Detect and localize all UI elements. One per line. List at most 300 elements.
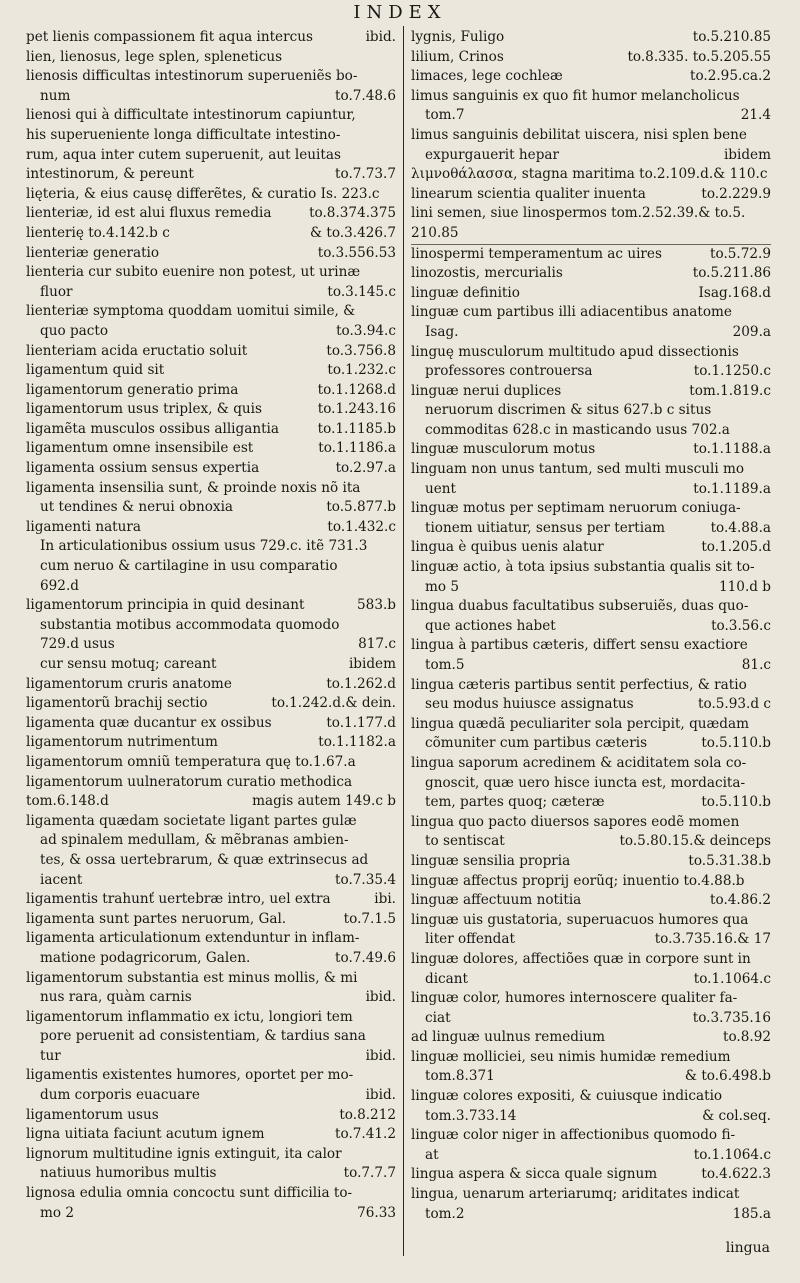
entry-reference: ibidem <box>348 656 396 672</box>
entry-text: cur sensu motuq; careant <box>40 656 217 672</box>
entry-reference: 110.d b <box>719 578 771 595</box>
entry-reference: to.7.1.5 <box>343 910 396 927</box>
index-entry <box>26 67 396 87</box>
index-entry <box>26 106 396 126</box>
index-entry <box>411 578 771 598</box>
index-entry <box>411 1107 771 1127</box>
index-entry <box>26 420 396 440</box>
entry-text: ligamenta quædam societate ligant partes gulæ <box>26 812 357 829</box>
index-entry <box>411 832 771 852</box>
entry-text: lienterię to.4.142.b c <box>26 224 170 241</box>
index-entry <box>26 322 396 342</box>
index-entry <box>26 224 396 244</box>
index-entry <box>411 362 771 382</box>
entry-text: tionem uitiatur, sensus per tertiam <box>425 519 666 536</box>
entry-text: lienosi qui à difficultate intestinorum capiuntur, <box>26 107 356 124</box>
index-entry <box>411 715 771 735</box>
entry-text: tur <box>40 1047 61 1064</box>
entry-reference: 185.a <box>732 1205 771 1222</box>
index-entry <box>26 1106 396 1126</box>
index-entry <box>411 617 771 637</box>
entry-text: tem, partes quoq; cæteræ <box>425 794 605 811</box>
entry-reference: to.5.211.86 <box>692 265 771 282</box>
index-entry <box>411 1028 771 1048</box>
entry-reference: to.5.877.b <box>326 499 396 516</box>
entry-text: uent <box>425 480 457 497</box>
entry-reference: to.3.756.8 <box>326 342 396 359</box>
entry-text: lingua cæteris partibus sentit perfectius, & ratio <box>411 676 747 693</box>
entry-reference: to.8.92 <box>723 1029 771 1046</box>
entry-reference: to.5.80.15.& deinceps <box>619 833 771 850</box>
index-entry <box>411 67 771 87</box>
entry-text: ligamentorum principia in quid desinant <box>26 597 305 614</box>
index-entry <box>26 283 396 303</box>
entry-text: lygnis, Fuligo <box>411 29 505 45</box>
entry-text: linguæ cum partibus illi adiacentibus anatome <box>411 304 732 321</box>
entry-reference: to.3.56.c <box>711 617 771 634</box>
index-entry <box>411 676 771 696</box>
entry-text: dum corporis euacuare <box>40 1087 200 1104</box>
entry-text: tom.2 <box>425 1205 465 1222</box>
index-entry <box>26 146 396 166</box>
left-column <box>26 28 396 1223</box>
entry-text: lingua à partibus cæteris, differt sensu exactiore <box>411 637 748 654</box>
entry-reference: to.1.1189.a <box>693 480 771 497</box>
index-entry <box>26 1184 396 1204</box>
entry-text: tom.7 <box>425 107 465 124</box>
index-entry <box>26 851 396 871</box>
index-entry <box>411 872 771 892</box>
entry-text: linguæ definitio <box>411 284 520 301</box>
entry-text: linguæ molliciei, seu nimis humidæ remedium <box>411 1048 731 1065</box>
index-entry <box>411 852 771 872</box>
index-entry <box>26 400 396 420</box>
entry-reference: to.5.72.9 <box>710 245 771 262</box>
index-entry <box>411 126 771 146</box>
index-entry <box>411 165 771 185</box>
index-entry <box>411 1087 771 1107</box>
entry-text: limus sanguinis ex quo fit humor melancholicus <box>411 87 740 104</box>
entry-text: gnoscit, quæ uero hisce iuncta est, mordacita- <box>425 774 746 791</box>
entry-text: seu modus huiusce assignatus <box>425 696 634 713</box>
entry-text: linguæ colores expositi, & cuiusque indicatio <box>411 1088 723 1105</box>
entry-reference: to.1.242.d.& dein. <box>271 695 396 712</box>
entry-text: natiuus humoribus multis <box>40 1165 217 1182</box>
index-entry <box>411 284 771 304</box>
entry-reference: ibid. <box>365 1047 396 1064</box>
entry-text: nus rara, quàm carnis <box>40 989 192 1006</box>
entry-text: matione podagricorum, Galen. <box>40 949 251 966</box>
index-entry <box>26 616 396 636</box>
index-entry <box>411 1009 771 1029</box>
entry-reference: to.4.86.2 <box>710 892 771 909</box>
index-entry <box>26 792 396 812</box>
entry-reference: & to.3.426.7 <box>309 224 396 241</box>
entry-text: pore peruenit ad consistentiam, & tardius sana <box>40 1028 366 1045</box>
entry-text: commoditas 628.c in masticando usus 702.a <box>425 421 730 438</box>
entry-reference: to.1.1064.c <box>693 1146 771 1163</box>
entry-text: ligamentorum substantia est minus mollis, & mi <box>26 969 358 986</box>
entry-text: ad spinalem medullam, & mẽbranas ambien- <box>40 832 349 849</box>
index-entry <box>411 499 771 519</box>
entry-text: limus sanguinis debilitat uiscera, nisi splen bene <box>411 126 747 143</box>
index-entry <box>411 1146 771 1166</box>
entry-reference: to.1.1268.d <box>317 381 396 398</box>
index-entry <box>26 185 396 205</box>
entry-text: ligamenti natura <box>26 518 142 535</box>
entry-reference: 81.c <box>741 657 771 673</box>
entry-reference: & col.seq. <box>702 1107 771 1124</box>
entry-reference: to.3.145.c <box>327 283 396 300</box>
index-entry <box>26 753 396 773</box>
entry-reference: to.2.95.ca.2 <box>689 68 771 85</box>
entry-text: ligamenta ossium sensus expertia <box>26 460 260 477</box>
index-entry <box>411 636 771 656</box>
index-entry <box>411 1048 771 1068</box>
entry-reference: to.2.229.9 <box>701 185 771 202</box>
index-entry <box>26 910 396 930</box>
entry-text: tom.8.371 <box>425 1068 495 1085</box>
entry-text: lingua aspera & sicca quale signum <box>411 1166 658 1183</box>
index-entry <box>26 557 396 577</box>
entry-text: 692.d <box>40 577 79 594</box>
entry-text: quo pacto <box>40 322 109 339</box>
entry-reference: 76.33 <box>357 1204 396 1221</box>
entry-text: dicant <box>425 970 468 987</box>
entry-text: ligamentorum cruris anatome <box>26 675 232 692</box>
index-entry <box>411 950 771 970</box>
entry-text: num <box>40 87 71 104</box>
entry-text: linguæ affectus proprij eorũq; inuentio to.4.88.b <box>411 872 745 889</box>
entry-text: ligamentis trahunť uertebræ intro, uel extra <box>26 891 331 908</box>
page-header: INDEX <box>353 2 447 23</box>
entry-text: linguæ affectuum notitia <box>411 892 582 909</box>
index-entry <box>26 988 396 1008</box>
entry-reference: 583.b <box>357 597 396 614</box>
entry-reference: to.7.48.6 <box>335 87 396 104</box>
entry-text: linguæ color, humores internoscere qualiter fa- <box>411 990 738 1007</box>
entry-reference: to.3.735.16 <box>692 1009 771 1026</box>
index-entry <box>411 754 771 774</box>
entry-text: ligamentum omne insensibile est <box>26 440 254 457</box>
entry-reference: ibid. <box>365 989 396 1006</box>
index-entry <box>26 518 396 538</box>
entry-text: ligamentorum nutrimentum <box>26 734 218 751</box>
entry-text: professores controuersa <box>425 363 593 380</box>
entry-text: ligamentum quid sit <box>26 362 165 379</box>
index-entry <box>26 126 396 146</box>
index-entry <box>26 302 396 322</box>
index-entry <box>411 813 771 833</box>
entry-text: ligamenta sunt partes neruorum, Gal. <box>26 910 287 927</box>
entry-text: lingua saporum acredinem & aciditatem sola co- <box>411 754 747 771</box>
entry-text: at <box>425 1146 439 1163</box>
index-entry <box>26 831 396 851</box>
index-entry <box>411 87 771 107</box>
entry-text: linguæ motus per septimam neruorum coniuga- <box>411 500 741 517</box>
entry-reference: to.7.73.7 <box>335 166 396 183</box>
index-entry <box>411 421 771 441</box>
entry-reference: to.7.7.7 <box>343 1165 396 1182</box>
index-entry <box>411 185 771 205</box>
entry-text: iacent <box>40 871 83 888</box>
index-entry <box>26 577 396 597</box>
entry-reference: to.2.97.a <box>335 460 396 477</box>
index-entry <box>411 401 771 421</box>
index-entry <box>411 989 771 1009</box>
entry-reference: to.1.1064.c <box>693 970 771 987</box>
index-entry <box>26 1164 396 1184</box>
index-entry <box>26 361 396 381</box>
entry-text: pet lienis compassionem fit aqua intercus <box>26 29 313 45</box>
entry-text: lingua duabus facultatibus subseruiẽs, duas quo- <box>411 598 749 615</box>
entry-reference: ibi. <box>374 891 396 908</box>
entry-reference: to.1.262.d <box>326 675 396 692</box>
index-entry <box>411 597 771 617</box>
index-entry <box>26 694 396 714</box>
index-entry <box>26 655 396 675</box>
entry-reference: to.1.177.d <box>326 714 396 731</box>
entry-text: ligamentorũ brachij sectio <box>26 695 208 712</box>
index-entry <box>26 342 396 362</box>
entry-reference: ibidem <box>723 146 771 163</box>
entry-text: ciat <box>425 1009 451 1026</box>
entry-reference: to.1.1250.c <box>693 363 771 380</box>
index-entry <box>411 1165 771 1185</box>
entry-text: In articulationibus ossium usus 729.c. itẽ 731.3 <box>40 538 368 555</box>
entry-reference: to.1.1186.a <box>318 440 396 457</box>
entry-reference: to.3.94.c <box>336 322 396 339</box>
index-entry <box>411 303 771 323</box>
entry-text: ligamentorum generatio prima <box>26 381 239 398</box>
column-divider <box>403 26 404 1256</box>
entry-reference: 209.a <box>732 323 771 340</box>
index-entry <box>411 911 771 931</box>
entry-text: linguæ uis gustatoria, superuacuos humores qua <box>411 911 749 928</box>
entry-text: lięteria, & eius causę differẽtes, & curatio Is. 223.c <box>26 185 380 202</box>
index-entry <box>411 930 771 950</box>
entry-text: to sentiscat <box>425 833 505 850</box>
index-entry <box>411 538 771 558</box>
index-entry <box>411 656 771 676</box>
entry-reference: 817.c <box>358 636 396 653</box>
entry-text: lignosa edulia omnia concoctu sunt difficilia to- <box>26 1185 353 1202</box>
index-entry <box>26 1008 396 1028</box>
index-entry <box>411 970 771 990</box>
entry-reference: ibid. <box>365 29 396 45</box>
index-entry <box>26 87 396 107</box>
index-entry <box>411 323 771 343</box>
entry-reference: to.5.110.b <box>701 794 771 811</box>
index-entry <box>26 714 396 734</box>
entry-text: ligamentorum usus triplex, & quis <box>26 401 262 418</box>
index-entry <box>26 929 396 949</box>
entry-reference: to.8.212 <box>339 1106 396 1123</box>
entry-text: lilium, Crinos <box>411 48 504 65</box>
entry-text: ligamenta quæ ducantur ex ossibus <box>26 714 272 731</box>
index-entry <box>26 381 396 401</box>
index-entry <box>26 871 396 891</box>
entry-reference: to.1.1185.b <box>317 420 396 437</box>
index-entry <box>411 382 771 402</box>
index-entry <box>26 890 396 910</box>
index-entry <box>26 635 396 655</box>
index-entry <box>26 1047 396 1067</box>
index-entry <box>26 263 396 283</box>
entry-text: ligamentorum uulneratorum curatio methodica <box>26 773 353 790</box>
index-entry <box>411 774 771 794</box>
index-entry <box>411 734 771 754</box>
entry-reference: to.5.110.b <box>701 735 771 752</box>
entry-text: ligna uitiata faciunt acutum ignem <box>26 1126 265 1143</box>
entry-text: fluor <box>40 283 73 300</box>
entry-reference: 21.4 <box>740 107 771 124</box>
entry-reference: Isag.168.d <box>698 284 771 301</box>
index-entry <box>26 498 396 518</box>
entry-reference: tom.1.819.c <box>689 382 771 399</box>
entry-reference: magis autem 149.c b <box>252 793 396 810</box>
entry-text: que actiones habet <box>425 617 556 634</box>
entry-text: lingua quo pacto diuersos sapores eodẽ momen <box>411 813 740 830</box>
entry-text: lingua è quibus uenis alatur <box>411 539 604 556</box>
index-entry <box>411 1067 771 1087</box>
index-entry <box>411 245 771 265</box>
index-entry <box>411 460 771 480</box>
index-entry <box>26 733 396 753</box>
index-entry <box>26 969 396 989</box>
entry-text: ut tendines & nerui obnoxia <box>40 499 234 516</box>
entry-reference: to.1.1188.a <box>693 441 771 458</box>
index-entry <box>411 48 771 68</box>
index-entry <box>411 1126 771 1146</box>
index-entry <box>411 28 771 48</box>
entry-text: ligamentorum inflammatio ex ictu, longiori tem <box>26 1008 353 1025</box>
entry-text: ligamentis existentes humores, oportet per mo- <box>26 1067 354 1084</box>
entry-text: linguam non unus tantum, sed multi musculi mo <box>411 461 745 478</box>
entry-reference: to.1.243.16 <box>317 401 396 418</box>
entry-reference: to.8.335. to.5.205.55 <box>627 48 771 65</box>
entry-text: ligamentorum omniũ temperatura quę to.1.67.a <box>26 753 356 770</box>
index-entry <box>411 440 771 460</box>
entry-reference: to.1.432.c <box>327 518 396 535</box>
index-entry <box>26 596 396 616</box>
index-entry <box>26 1066 396 1086</box>
index-entry <box>26 1204 396 1224</box>
entry-text: lienteria cur subito euenire non potest, ut urinæ <box>26 264 361 281</box>
index-entry <box>26 479 396 499</box>
index-entry <box>411 264 771 284</box>
entry-reference: to.7.49.6 <box>335 949 396 966</box>
entry-text: cum neruo & cartilagine in usu comparatio <box>40 558 338 575</box>
entry-text: ligamenta articulationum extenduntur in inflam- <box>26 930 360 947</box>
entry-text: his superueniente longa difficultate intestino- <box>26 126 341 143</box>
entry-reference: to.7.35.4 <box>335 871 396 888</box>
index-entry <box>411 204 771 224</box>
entry-text: ligamentorum usus <box>26 1106 159 1123</box>
index-entry <box>26 459 396 479</box>
entry-reference: to.7.41.2 <box>335 1126 396 1143</box>
entry-text: lingua quædã peculiariter sola percipit, quædam <box>411 715 750 732</box>
entry-text: linozostis, mercurialis <box>411 265 563 282</box>
entry-text: cõmuniter cum partibus cæteris <box>425 735 648 752</box>
index-entry <box>411 146 771 166</box>
index-entry <box>26 537 396 557</box>
index-entry <box>411 891 771 911</box>
entry-text: lienteriæ, id est alui fluxus remedia <box>26 205 272 222</box>
index-entry <box>411 480 771 500</box>
entry-text: linguę musculorum multitudo apud dissectionis <box>411 343 739 360</box>
entry-text: Isag. <box>425 323 459 340</box>
entry-text: lien, lienosus, lege splen, spleneticus <box>26 48 283 65</box>
index-entry <box>26 439 396 459</box>
entry-text: mo 5 <box>425 578 460 595</box>
entry-reference: & to.6.498.b <box>684 1068 771 1085</box>
index-entry <box>26 773 396 793</box>
entry-reference: to.5.31.38.b <box>688 852 771 869</box>
entry-text: linguæ dolores, affectiões quæ in corpore sunt in <box>411 950 751 967</box>
entry-text: linguæ nerui duplices <box>411 382 562 399</box>
entry-text: lienteriæ symptoma quoddam uomitui simile, & <box>26 303 356 320</box>
index-entry <box>411 343 771 363</box>
entry-text: linearum scientia qualiter inuenta <box>411 185 646 202</box>
entry-text: expurgauerit hepar <box>425 146 560 163</box>
entry-text: linospermi temperamentum ac uires <box>411 245 662 262</box>
index-entry <box>26 244 396 264</box>
entry-text: ligamẽta musculos ossibus alligantia <box>26 420 280 437</box>
entry-reference: to.5.93.d c <box>698 696 771 713</box>
entry-text: substantia motibus accommodata quomodo <box>40 616 340 633</box>
entry-text: limaces, lege cochleæ <box>411 68 563 85</box>
entry-text: tom.5 <box>425 657 465 673</box>
entry-text: liter offendat <box>425 931 515 948</box>
entry-reference: to.5.210.85 <box>692 29 771 45</box>
entry-reference: to.3.735.16.& 17 <box>654 931 771 948</box>
entry-text: intestinorum, & pereunt <box>26 166 194 183</box>
index-entry <box>26 28 396 48</box>
index-entry <box>411 224 771 245</box>
index-entry <box>411 519 771 539</box>
entry-text: lienteriam acida eructatio soluit <box>26 342 248 359</box>
index-entry <box>26 204 396 224</box>
index-entry <box>411 793 771 813</box>
entry-text: lingua, uenarum arteriarumq; ariditates indicat <box>411 1186 740 1203</box>
entry-reference: to.1.1182.a <box>318 734 396 751</box>
index-entry <box>26 675 396 695</box>
entry-text: linguæ color niger in affectionibus quomodo fi- <box>411 1127 736 1144</box>
entry-reference: to.4.88.a <box>710 519 771 536</box>
entry-text: lienosis difficultas intestinorum superueniẽs bo- <box>26 68 358 85</box>
index-entry <box>26 949 396 969</box>
entry-reference: to.3.556.53 <box>317 244 396 261</box>
entry-reference: to.8.374.375 <box>309 205 396 222</box>
entry-text: mo 2 <box>40 1204 75 1221</box>
entry-text: lienteriæ generatio <box>26 244 160 261</box>
index-entry <box>26 48 396 68</box>
entry-reference: to.4.622.3 <box>701 1166 771 1183</box>
index-entry <box>411 695 771 715</box>
entry-text: neruorum discrimen & situs 627.b c situs <box>425 402 712 419</box>
entry-text: tom.6.148.d <box>26 793 109 810</box>
entry-reference: to.1.205.d <box>701 539 771 556</box>
index-entry <box>26 1125 396 1145</box>
entry-text: lignorum multitudine ignis extinguit, ita calor <box>26 1145 342 1162</box>
entry-reference: ibid. <box>365 1087 396 1104</box>
index-entry <box>26 812 396 832</box>
entry-text: tes, & ossa uertebrarum, & quæ extrinsecus ad <box>40 851 369 868</box>
entry-text: λιμνοθάλασσα, stagna maritima to.2.109.d.& 110.c <box>411 166 768 183</box>
entry-text: ligamenta insensilia sunt, & proinde noxis nõ ita <box>26 479 361 496</box>
index-entry <box>411 1205 771 1225</box>
